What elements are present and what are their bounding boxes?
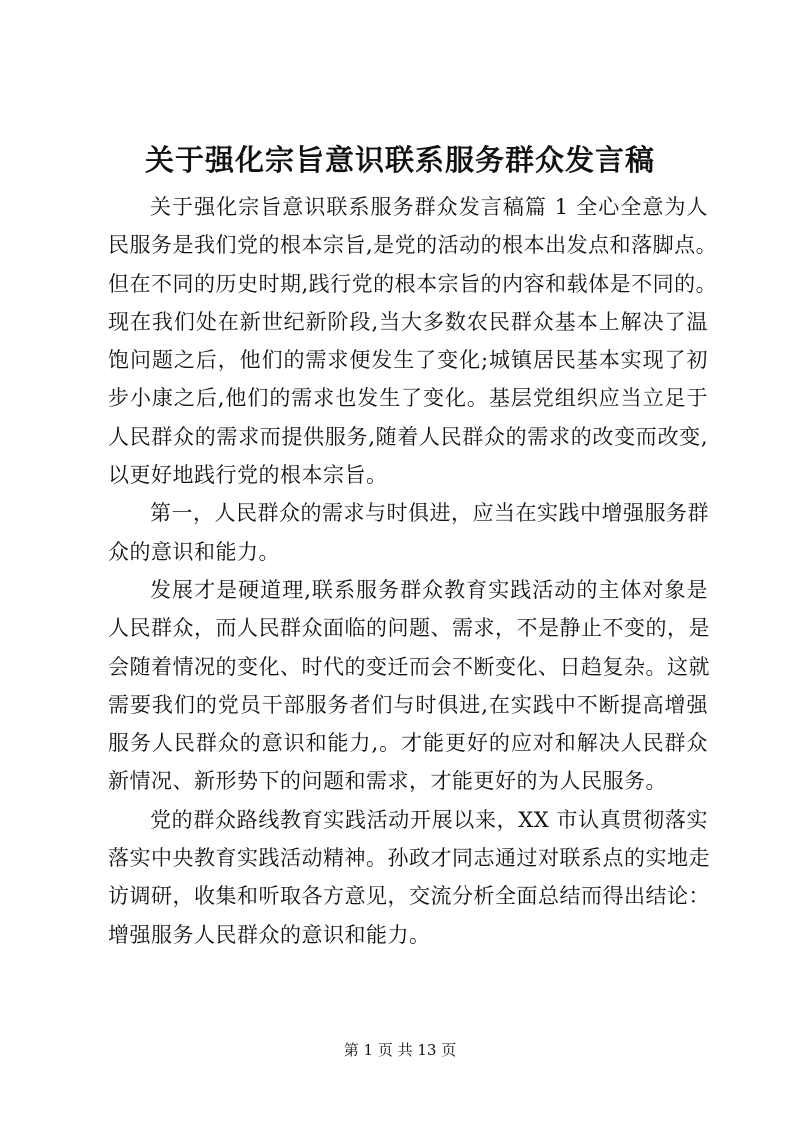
text-line: 步小康之后,他们的需求也发生了变化。基层党组织应当立足于 xyxy=(108,386,708,411)
paragraph xyxy=(108,494,708,571)
text-line: 服务人民群众的意识和能力,。才能更好的应对和解决人民群众 xyxy=(108,731,708,756)
text-line: 众的意识和能力。 xyxy=(108,539,280,564)
text-line: 发展才是硬道理,联系服务群众教育实践活动的主体对象是 xyxy=(150,577,708,602)
text-line: 党的群众路线教育实践活动开展以来，XX 市认真贯彻落实 xyxy=(150,807,708,832)
text-line: 人民群众的需求而提供服务,随着人民群众的需求的改变而改变, xyxy=(108,424,708,449)
document-body xyxy=(108,188,718,954)
text-line: 落实中央教育实践活动精神。孙政才同志通过对联系点的实地走 xyxy=(108,846,710,871)
text-line: 饱问题之后，他们的需求便发生了变化;城镇居民基本实现了初 xyxy=(108,348,708,373)
paragraph xyxy=(108,801,708,954)
text-line: 但在不同的历史时期,践行党的根本宗旨的内容和载体是不同的。 xyxy=(108,271,718,296)
page-number: 第 1 页 共 13 页 xyxy=(343,1041,457,1059)
text-line: 关于强化宗旨意识联系服务群众发言稿篇 1 全心全意为人 xyxy=(150,195,708,219)
text-line: 会随着情况的变化、时代的变迁而会不断变化、日趋复杂。这就 xyxy=(108,654,710,679)
text-line: 以更好地践行党的根本宗旨。 xyxy=(108,463,388,488)
text-line: 人民群众，而人民群众面临的问题、需求，不是静止不变的，是 xyxy=(108,616,710,641)
text-line: 第一，人民群众的需求与时俱进，应当在实践中增强服务群 xyxy=(150,501,709,526)
paragraph xyxy=(108,571,708,801)
text-line: 增强服务人民群众的意识和能力。 xyxy=(108,922,431,947)
text-line: 访调研，收集和听取各方意见，交流分析全面总结而得出结论： xyxy=(108,884,710,909)
text-line: 需要我们的党员干部服务者们与时俱进,在实践中不断提高增强 xyxy=(108,692,708,717)
paragraph xyxy=(108,188,718,494)
text-line: 现在我们处在新世纪新阶段,当大多数农民群众基本上解决了温 xyxy=(108,309,708,334)
document-title: 关于强化宗旨意识联系服务群众发言稿 xyxy=(144,143,655,177)
text-line: 民服务是我们党的根本宗旨,是党的活动的根本出发点和落脚点。 xyxy=(108,233,718,258)
text-line: 新情况、新形势下的问题和需求，才能更好的为人民服务。 xyxy=(108,769,667,794)
